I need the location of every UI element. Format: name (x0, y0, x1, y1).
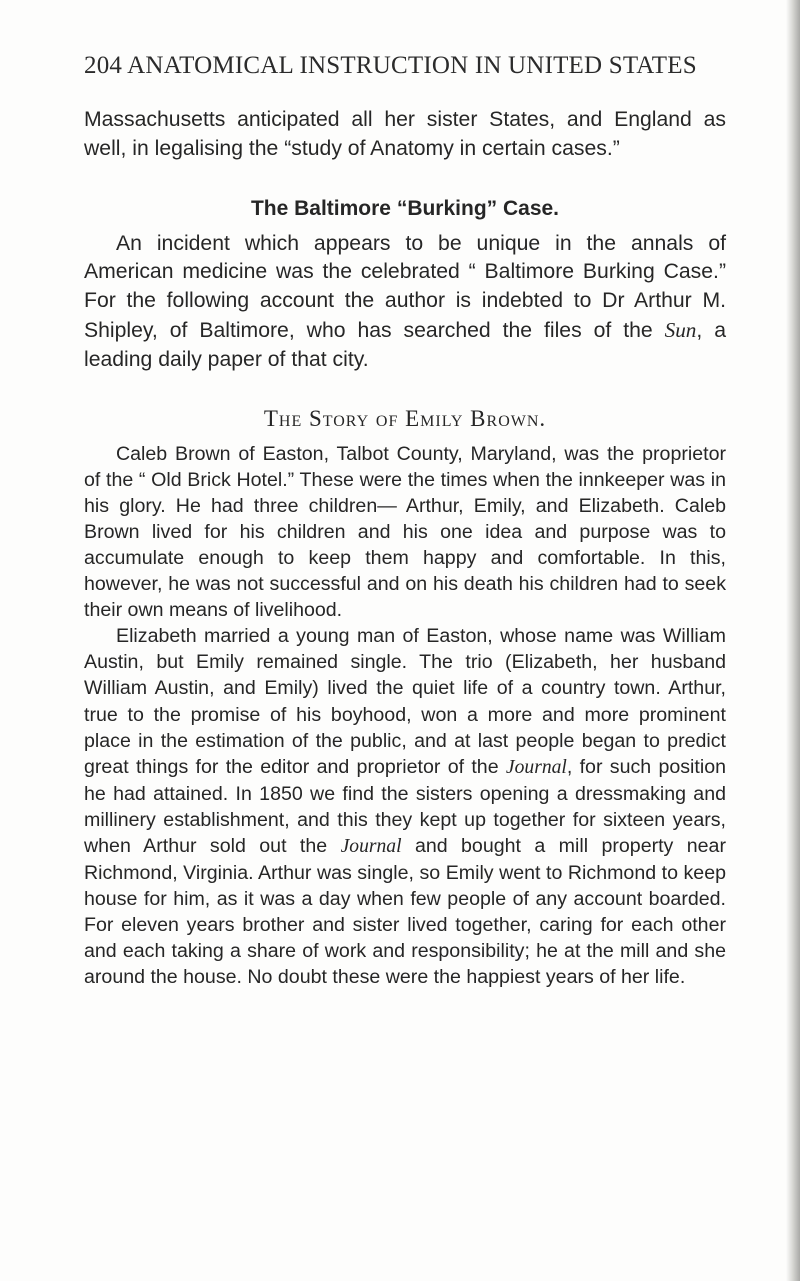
running-head: 204 ANATOMICAL INSTRUCTION IN UNITED STATES (84, 52, 697, 79)
burking-text-part2: , a leading daily paper of that city. (84, 318, 726, 371)
intro-paragraph: Massachusetts anticipated all her sister States, and England as well, in legalising the “study of Anatomy in certain cases.” (84, 108, 726, 160)
section-heading-story: The Story of Emily Brown. (263, 405, 547, 431)
book-page (84, 52, 726, 991)
story-paragraph-2 (84, 623, 726, 990)
burking-paragraph (84, 230, 726, 375)
page-edge-shadow (786, 0, 800, 1281)
story2-text-part2: , for such position he had attained. In 1850 we find the sisters opening a dressmaking and millinery establishment, and this they kept up together for sixteen years, when Arthur sold out the (84, 755, 726, 857)
burking-text-part1: An incident which appears to be unique in the annals of American medicine was the celebrated “ Baltimore Burking Case.” For the following account the author is indebted to Dr Arthur M. Shipley, of Baltimore, who has searched the files of the (84, 231, 726, 342)
story2-text-part3: and bought a mill property near Richmond, Virginia. Arthur was single, so Emily went to Richmond to keep house for him, as it was a day when few people of any account boarded. For eleven years brother and sister lived together, caring for each other and each taking a share of work and responsibility; he at the mill and she around the house. No doubt these were the happiest years of her life. (84, 834, 726, 989)
newspaper-title-sun: Sun (664, 317, 697, 342)
newspaper-title-journal: Journal (505, 756, 567, 778)
story2-text-part1: Elizabeth married a young man of Easton, whose name was William Austin, but Emily remained single. The trio (Elizabeth, her husband William Austin, and Emily) lived the quiet life of a country town. Arthur, true to the promise of his boyhood, won a more and more prominent place in the estimation of the public, and at last people began to predict great things for the editor and proprietor of the (84, 625, 726, 778)
story-paragraph-1: Caleb Brown of Easton, Talbot County, Maryland, was the proprietor of the “ Old Brick Hotel.” These were the times when the innkeeper was in his glory. He had three children— Arthur, Emily, and Elizabeth. Caleb Brown lived for his children and his one idea and purpose was to accumulate enough to keep them happy and comfortable. In this, however, he was not successful and on his death his children had to seek their own means of livelihood. (84, 442, 726, 622)
section-heading-burking: The Baltimore “Burking” Case. (250, 196, 560, 220)
newspaper-title-journal-2: Journal (340, 835, 402, 857)
